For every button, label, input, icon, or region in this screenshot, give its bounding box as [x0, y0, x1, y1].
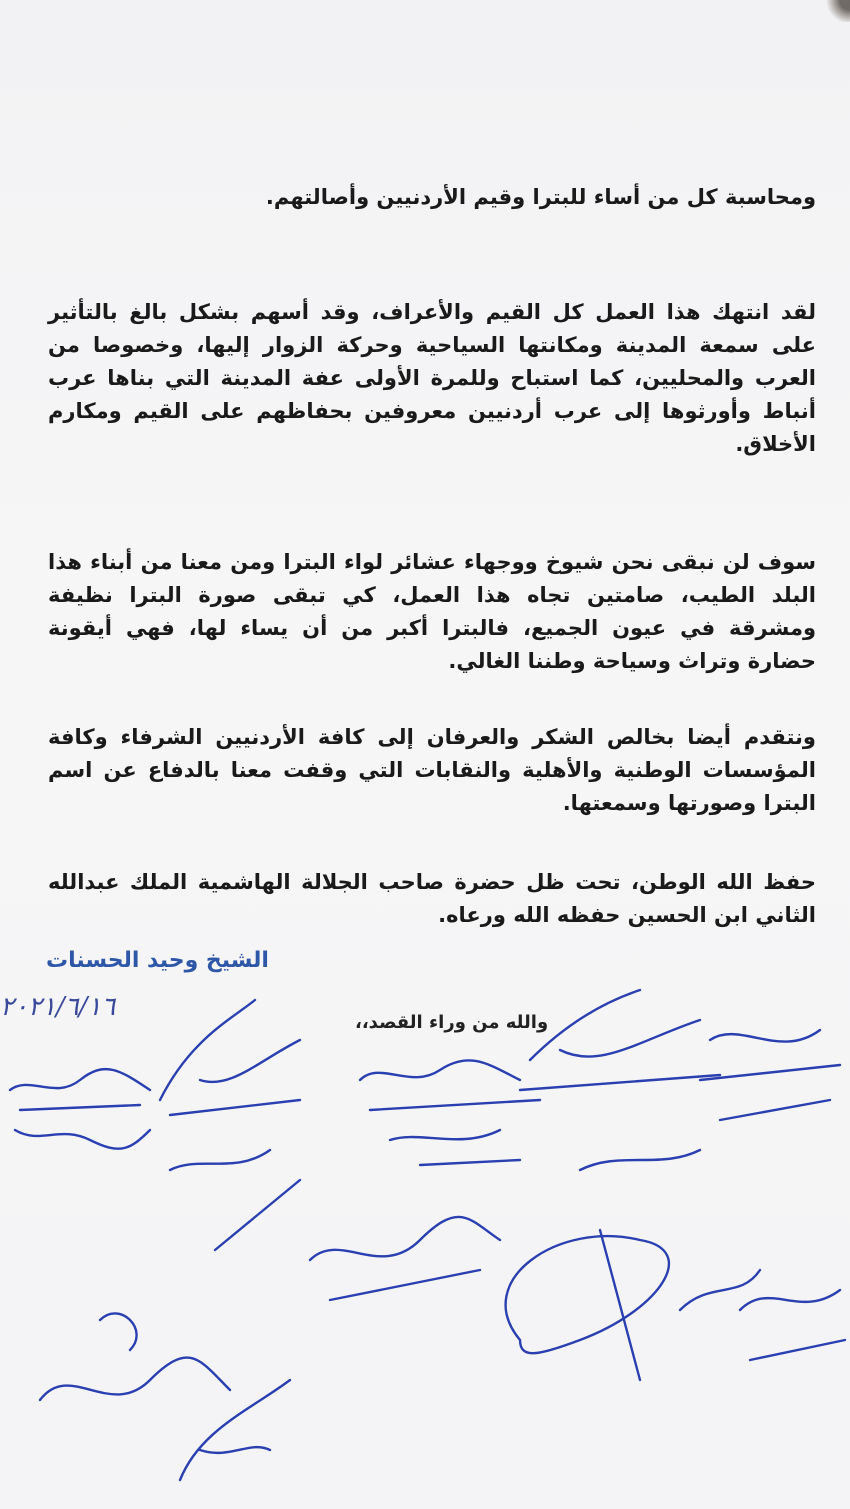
signature-4 [520, 990, 720, 1170]
signature-10 [740, 1290, 845, 1360]
signature-1 [10, 1069, 150, 1149]
paragraph-closing-line: ومحاسبة كل من أساء للبترا وقيم الأردنيين وأصالتهم. [265, 185, 816, 209]
paragraph-prayer: حفظ الله الوطن، تحت ظل حضرة صاحب الجلالة الهاشمية الملك عبدالله الثاني ابن الحسين حفظه الله ورعاه. [48, 870, 816, 927]
signature-7 [506, 1230, 760, 1380]
signatures-area [0, 980, 850, 1509]
signature-3 [360, 1060, 540, 1165]
signature-9 [180, 1380, 290, 1480]
signature-6 [310, 1217, 500, 1300]
handwritten-date: ٢٠٢١/٦/١٦ [0, 992, 116, 1022]
paragraph-thanks: ونتقدم أيضا بخالص الشكر والعرفان إلى كافة الأردنيين الشرفاء وكافة المؤسسات الوطنية والأهلية والنقابات التي وقفت معنا بالدفاع عن اسم البترا وصورتها وسمعتها. [48, 725, 816, 815]
signature-2 [160, 1000, 300, 1250]
paragraph-impact: لقد انتهك هذا العمل كل القيم والأعراف، وقد أسهم بشكل بالغ بالتأثير على سمعة المدينة ومكانتها السياحية وحركة الزوار إليها، وخصوصا من العرب والمحليين، كما استباح وللمرة الأولى عفة المدينة التي بناها عرب أنباط وأورثوها إلى عرب أردنيين معروفين بحفاظهم على القيم ومكارم الأخلاق. [48, 300, 816, 456]
closing-phrase: والله من وراء القصد،، [355, 1012, 549, 1033]
paragraph-stance: سوف لن نبقى نحن شيوخ ووجهاء عشائر لواء البترا ومن معنا من أبناء هذا البلد الطيب، صامتين تجاه هذا العمل، كي تبقى صورة البترا نظيفة ومشرقة في عيون الجميع، فالبترا أكبر من أن يساء لها، فهي أيقونة حضارة وتراث وسياحة وطننا الغالي. [48, 550, 816, 673]
signature-8 [40, 1313, 230, 1400]
page-corner-shadow [820, 0, 850, 22]
sheikh-name-stamp: الشيخ وحيد الحسنات [46, 948, 269, 973]
